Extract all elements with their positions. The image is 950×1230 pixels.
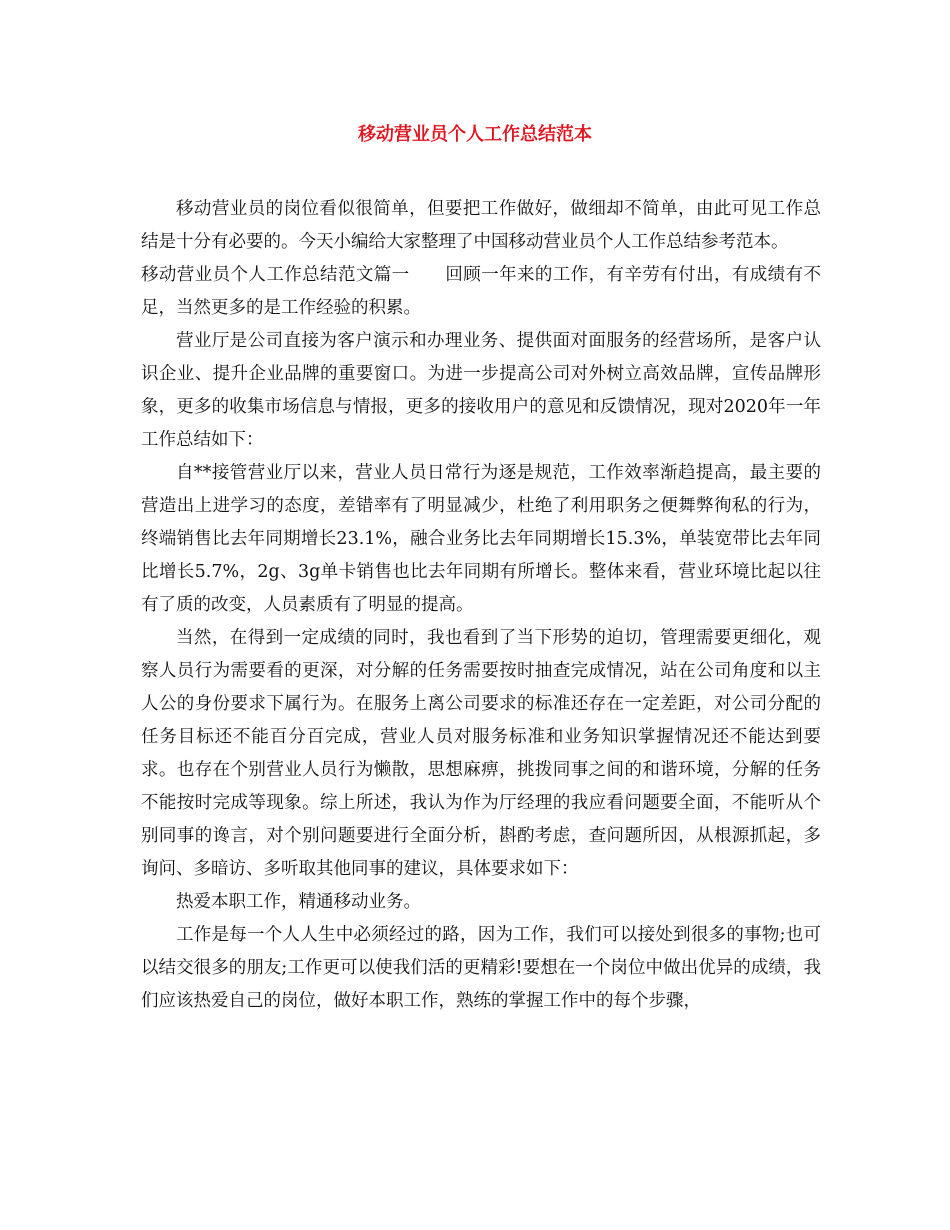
paragraph-work: 工作是每一个人人生中必须经过的路，因为工作，我们可以接处到很多的事物;也可以结交很多的朋友;工作更可以使我们活的更精彩!要想在一个岗位中做出优异的成绩，我们应该热爱自己的岗位，做好本职工作，熟练的掌握工作中的每个步骤，	[141, 925, 821, 1011]
paragraph-shortcomings: 当然，在得到一定成绩的同时，我也看到了当下形势的迫切，管理需要更细化，观察人员行为需要看的更深，对分解的任务需要按时抽查完成情况，站在公司角度和以主人公的身份要求下属行为。在服务上离公司要求的标准还存在一定差距，对公司分配的任务目标还不能百分百完成，营业人员对服务标准和业务知识掌握情况还不能达到要求。也存在个别营业人员行为懒散，思想麻痹，挑拨同事之间的和谐环境，分解的任务不能按时完成等现象。综上所述，我认为作为厅经理的我应看问题要全面，不能听从个别同事的谗言，对个别问题要进行全面分析，斟酌考虑，查问题所因，从根源抓起，多询问、多暗访、多听取其他同事的建议，具体要求如下：	[141, 628, 821, 879]
paragraph-requirement-1: 热爱本职工作，精通移动业务。	[176, 892, 421, 912]
paragraph-business-hall: 营业厅是公司直接为客户演示和办理业务、提供面对面服务的经营场所，是客户认识企业、提升企业品牌的重要窗口。为进一步提高公司对外树立高效品牌，宣传品牌形象，更多的收集市场信息与情报，更多的接收用户的意见和反馈情况，现对2020年一年工作总结如下：	[141, 331, 821, 450]
document-body	[141, 193, 821, 1018]
paragraph-achievements: 自**接管营业厅以来，营业人员日常行为逐是规范，工作效率渐趋提高，最主要的营造出上进学习的态度，差错率有了明显减少，杜绝了利用职务之便舞弊徇私的行为，终端销售比去年同期增长23.1%，融合业务比去年同期增长15.3%，单装宽带比去年同比增长5.7%，2g、3g单卡销售也比去年同期有所增长。整体来看，营业环境比起以往有了质的改变，人员素质有了明显的提高。	[141, 463, 821, 615]
paragraph-section-heading: 移动营业员个人工作总结范文篇一 回顾一年来的工作，有辛劳有付出，有成绩有不足，当然更多的是工作经验的积累。	[141, 265, 821, 318]
document-title: 移动营业员个人工作总结范本	[358, 124, 592, 145]
paragraph-intro: 移动营业员的岗位看似很简单，但要把工作做好，做细却不简单，由此可见工作总结是十分有必要的。今天小编给大家整理了中国移动营业员个人工作总结参考范本。	[141, 199, 821, 252]
